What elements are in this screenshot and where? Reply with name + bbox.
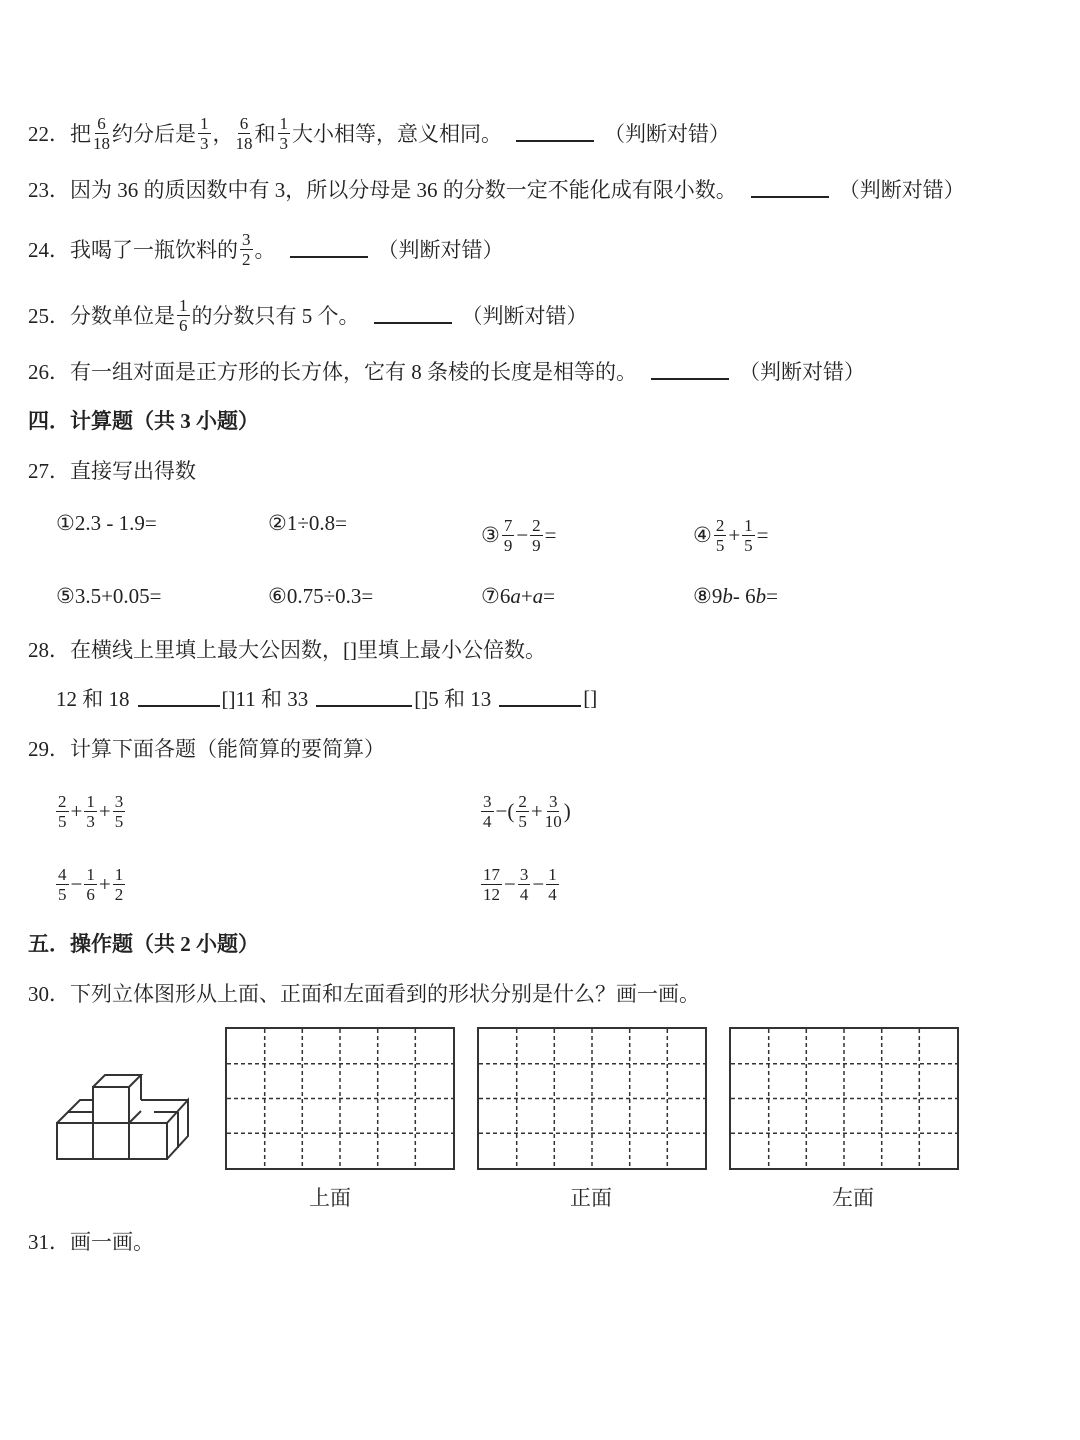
denominator: 3 <box>86 811 95 831</box>
numerator: 6 <box>97 113 106 133</box>
text: - 6 <box>732 583 756 608</box>
drawing-grid-left[interactable] <box>729 1027 959 1170</box>
numerator: 2 <box>58 791 67 811</box>
numerator: 1 <box>548 864 557 884</box>
denominator: 12 <box>483 884 500 904</box>
cube-figure <box>50 1060 200 1170</box>
answer-blank[interactable] <box>751 180 829 198</box>
fraction <box>278 114 291 153</box>
fraction <box>113 792 126 831</box>
text: − <box>532 871 545 896</box>
question-25 <box>28 285 588 345</box>
numerator: 1 <box>179 295 188 315</box>
text: 26．有一组对面是正方形的长方体，它有 8 条棱的长度是相等的。 <box>28 360 637 384</box>
text: （判断对错） <box>838 178 965 202</box>
text: 的分数只有 5 个。 <box>191 304 360 328</box>
expr-4 <box>479 854 561 914</box>
expr-2 <box>479 781 571 841</box>
text: （判断对错） <box>739 360 865 384</box>
answer-blank[interactable] <box>138 689 220 707</box>
calc-item-3 <box>481 505 557 565</box>
fraction <box>56 865 69 904</box>
fraction <box>240 230 253 269</box>
text: + <box>728 522 741 547</box>
text: 12 和 18 <box>56 687 130 711</box>
denominator: 4 <box>483 811 492 831</box>
text: −( <box>495 798 515 823</box>
denominator: 6 <box>179 315 188 335</box>
text: = <box>756 522 769 547</box>
denominator: 5 <box>744 535 753 555</box>
view-label-left: 左面 <box>832 1186 874 1210</box>
text: ⑥0.75÷0.3= <box>268 583 374 608</box>
expr-1 <box>54 781 127 841</box>
fraction <box>518 865 531 904</box>
text: ⑦6 <box>481 583 511 608</box>
fraction <box>84 865 97 904</box>
answer-blank[interactable] <box>316 689 412 707</box>
text: a <box>532 583 544 608</box>
fraction <box>56 792 69 831</box>
denominator: 5 <box>58 884 67 904</box>
section-5-heading: 五．操作题（共 2 小题） <box>28 932 259 956</box>
calc-item-6 <box>268 566 373 626</box>
text: ) <box>563 798 571 823</box>
fraction <box>714 516 727 555</box>
numerator: 1 <box>86 864 95 884</box>
text: − <box>516 522 529 547</box>
fraction <box>546 865 559 904</box>
denominator: 18 <box>93 133 110 153</box>
numerator: 1 <box>200 113 209 133</box>
numerator: 4 <box>58 864 67 884</box>
question-31: 31．画一画。 <box>28 1230 154 1254</box>
text: − <box>70 871 83 896</box>
denominator: 5 <box>114 811 124 831</box>
numerator: 17 <box>483 864 500 884</box>
fraction <box>236 114 253 153</box>
question-28: 28．在横线上里填上最大公因数，[]里填上最小公倍数。 <box>28 638 546 662</box>
expr-3 <box>54 854 127 914</box>
text: 22．把 <box>28 122 91 146</box>
text: （判断对错） <box>377 238 504 262</box>
fraction <box>93 114 110 153</box>
text: ④ <box>693 522 712 547</box>
text: b <box>755 583 767 608</box>
numerator: 3 <box>483 791 492 811</box>
answer-blank[interactable] <box>651 362 729 380</box>
text: ③ <box>481 522 500 547</box>
denominator: 4 <box>519 884 529 904</box>
numerator: 2 <box>715 515 725 535</box>
denominator: 5 <box>58 811 67 831</box>
drawing-grid-top[interactable] <box>225 1027 455 1170</box>
text: = <box>766 583 778 608</box>
question-30: 30．下列立体图形从上面、正面和左面看到的形状分别是什么？画一画。 <box>28 982 700 1006</box>
text: 。 <box>254 238 276 262</box>
text: ⑧9 <box>693 583 723 608</box>
calc-item-2 <box>268 493 347 553</box>
numerator: 3 <box>114 791 124 811</box>
calc-item-7 <box>481 566 555 626</box>
fraction <box>502 516 515 555</box>
text: （判断对错） <box>461 304 588 328</box>
text: ， <box>212 122 234 146</box>
text: [] <box>583 685 598 710</box>
text: a <box>510 583 521 608</box>
fraction <box>481 792 494 831</box>
numerator: 1 <box>744 515 753 535</box>
text: ②1÷0.8= <box>268 510 347 535</box>
calc-item-5 <box>56 566 162 626</box>
text: 约分后是 <box>112 122 196 146</box>
fraction <box>545 792 562 831</box>
denominator: 18 <box>235 133 253 153</box>
denominator: 9 <box>503 535 513 555</box>
fraction <box>113 865 126 904</box>
fraction <box>84 792 97 831</box>
text: 和 <box>254 122 276 146</box>
text: − <box>504 871 516 896</box>
numerator: 3 <box>519 864 529 884</box>
text: b <box>722 583 733 608</box>
text: = <box>544 522 557 547</box>
denominator: 2 <box>114 884 124 904</box>
question-29: 29．计算下面各题（能简算的要简算） <box>28 737 385 761</box>
numerator: 3 <box>548 791 558 811</box>
grid-lines <box>479 1029 705 1168</box>
grid-lines <box>227 1029 453 1168</box>
answer-blank[interactable] <box>516 124 594 142</box>
denominator: 6 <box>86 884 95 904</box>
numerator: 6 <box>239 113 249 133</box>
text: ①2.3 - 1.9= <box>56 510 157 535</box>
numerator: 7 <box>503 515 513 535</box>
answer-blank[interactable] <box>499 689 581 707</box>
numerator: 1 <box>114 864 124 884</box>
question-24 <box>28 219 504 279</box>
fraction <box>198 114 211 153</box>
grid-lines <box>731 1029 957 1168</box>
calc-item-4 <box>693 505 769 565</box>
denominator: 3 <box>200 133 209 153</box>
text: + <box>520 583 533 608</box>
denominator: 10 <box>544 811 562 831</box>
denominator: 4 <box>548 884 557 904</box>
section-4-heading: 四．计算题（共 3 小题） <box>28 409 259 433</box>
text: 大小相等，意义相同。 <box>292 122 502 146</box>
denominator: 5 <box>518 811 527 831</box>
text: ⑤3.5+0.05= <box>56 583 162 608</box>
text: []11 和 33 <box>221 687 309 711</box>
fraction <box>177 296 190 335</box>
text: 23．因为 36 的质因数中有 3，所以分母是 36 的分数一定不能化成有限小数。 <box>28 178 737 202</box>
drawing-grid-front[interactable] <box>477 1027 707 1170</box>
fraction <box>742 516 755 555</box>
fraction <box>481 865 502 904</box>
numerator: 2 <box>518 791 527 811</box>
view-label-front: 正面 <box>570 1186 612 1210</box>
text: 24．我喝了一瓶饮料的 <box>28 238 238 262</box>
question-27: 27．直接写出得数 <box>28 459 196 483</box>
text: + <box>70 798 83 823</box>
text: = <box>543 583 556 608</box>
numerator: 2 <box>532 515 541 535</box>
text: + <box>530 798 543 823</box>
question-22 <box>28 103 730 163</box>
text: （判断对错） <box>604 122 730 146</box>
numerator: 3 <box>242 229 251 249</box>
fraction <box>530 516 543 555</box>
denominator: 3 <box>279 133 288 153</box>
numerator: 1 <box>279 113 288 133</box>
numerator: 1 <box>86 791 95 811</box>
denominator: 9 <box>532 535 541 555</box>
fraction <box>516 792 529 831</box>
text: + <box>98 871 111 896</box>
view-label-top: 上面 <box>309 1186 351 1210</box>
text: []5 和 13 <box>414 687 492 711</box>
question-23 <box>28 159 965 219</box>
answer-blank[interactable] <box>374 306 452 324</box>
answer-blank[interactable] <box>290 240 368 258</box>
denominator: 2 <box>242 249 251 269</box>
text: + <box>98 798 111 823</box>
denominator: 5 <box>715 535 725 555</box>
text: 25．分数单位是 <box>28 304 175 328</box>
calc-item-8 <box>693 566 778 626</box>
calc-item-1 <box>56 493 157 553</box>
